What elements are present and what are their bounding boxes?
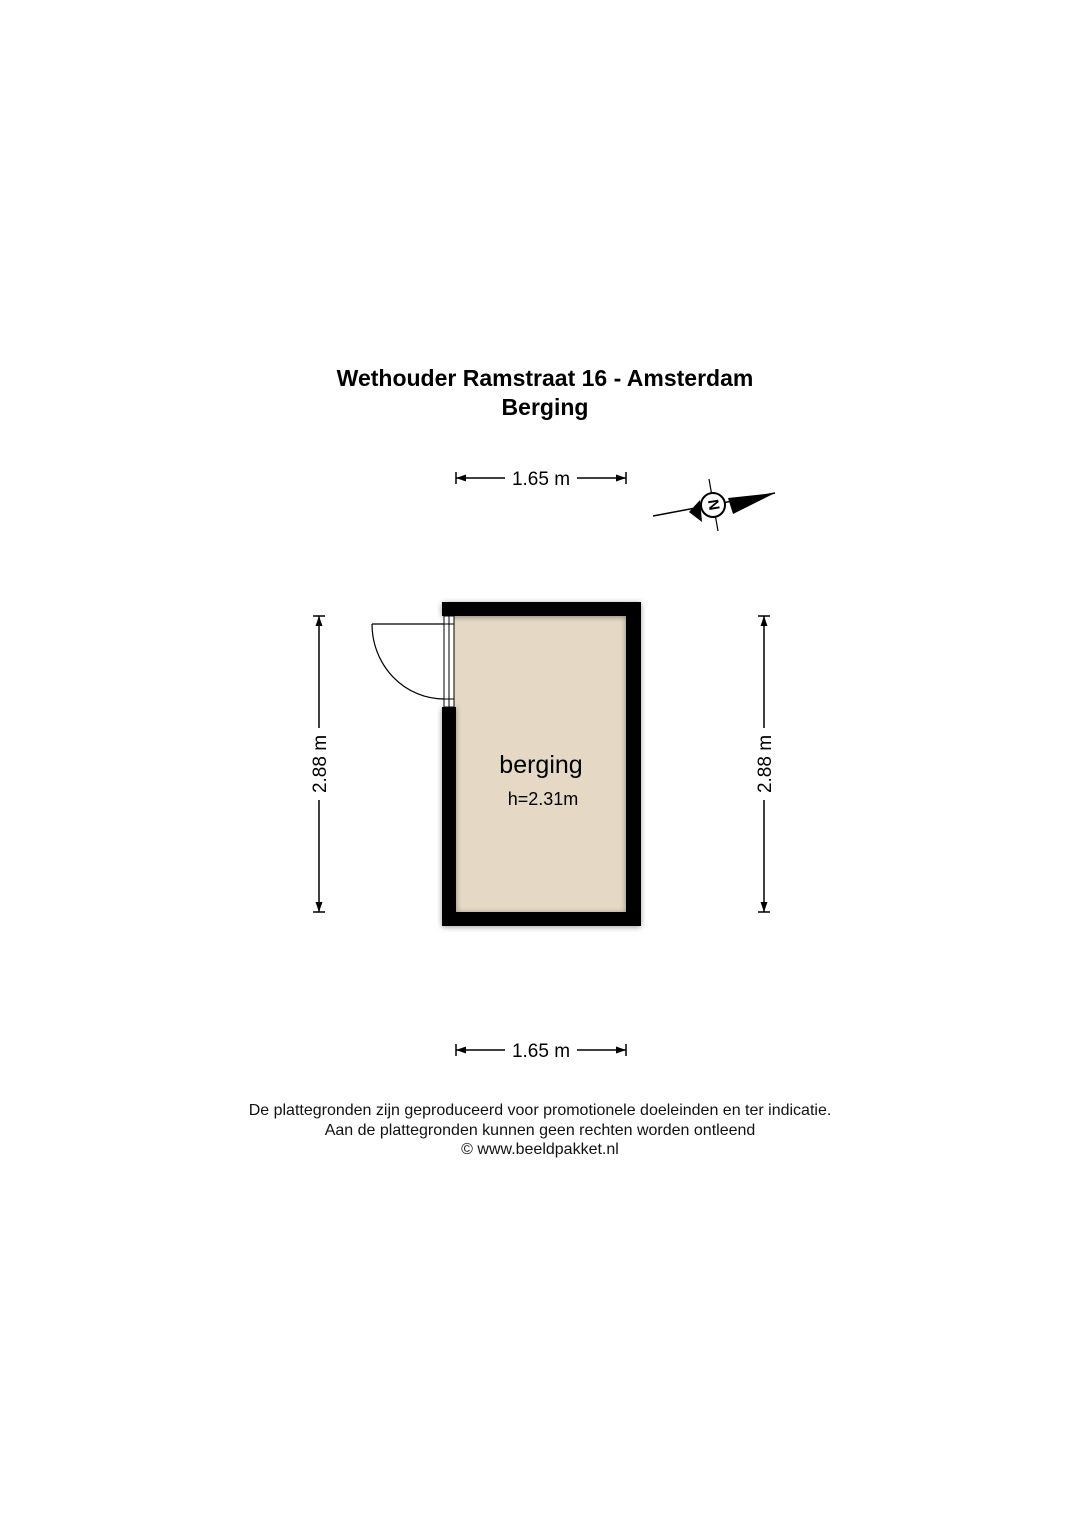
- disclaimer-line-2: Aan de plattegronden kunnen geen rechten worden ontleend: [324, 1122, 756, 1139]
- plan-title: Wethouder Ramstraat 16 - Amsterdam: [336, 365, 754, 391]
- copyright-line: © www.beeldpakket.nl: [461, 1141, 619, 1158]
- right-height-dimension: [755, 616, 776, 912]
- bottom-width-dimension: [456, 1041, 626, 1062]
- right-height-label: 2.88 m: [755, 734, 776, 794]
- left-height-dimension: [310, 616, 331, 912]
- bottom-width-label: 1.65 m: [511, 1041, 571, 1062]
- room-berging: [372, 602, 641, 926]
- compass-north-label: N: [705, 497, 724, 512]
- left-height-label: 2.88 m: [310, 734, 331, 794]
- plan-subtitle: Berging: [501, 394, 589, 420]
- disclaimer-line-1: De plattegronden zijn geproduceerd voor promotionele doeleinden en ter indicatie.: [248, 1102, 832, 1119]
- top-width-label: 1.65 m: [511, 469, 571, 490]
- door: [372, 616, 454, 707]
- room-name-label: berging: [499, 751, 583, 779]
- top-width-dimension: [456, 469, 626, 490]
- north-arrow-icon: [653, 479, 775, 531]
- room-height-label: h=2.31m: [507, 789, 579, 809]
